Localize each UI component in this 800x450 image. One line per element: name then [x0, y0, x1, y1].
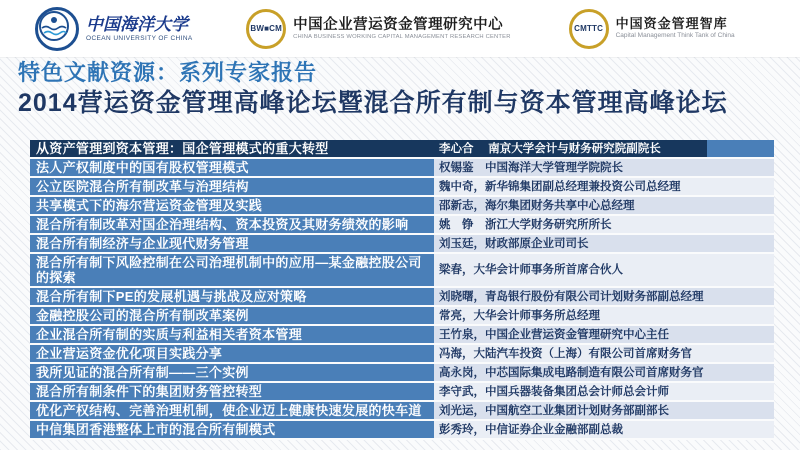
- table-row: [30, 197, 774, 216]
- spacer-cell: [707, 307, 774, 324]
- spacer-cell: [707, 288, 774, 305]
- spacer-cell: [707, 197, 774, 214]
- speaker-cell: 李守武，中国兵器装备集团总会计师总会计师: [434, 383, 707, 400]
- spacer-cell: [707, 421, 774, 438]
- report-title-cell: 混合所有制下PE的发展机遇与挑战及应对策略: [30, 288, 434, 305]
- speaker-cell: 彭秀玲，中信证券企业金融部副总裁: [434, 421, 707, 438]
- table-row: [30, 345, 774, 364]
- title-block: [18, 60, 728, 118]
- report-title-cell: 混合所有制下风险控制在公司治理机制中的应用—某金融控股公司的探索: [30, 254, 434, 286]
- speaker-cell: 刘晓曙，青岛银行股份有限公司计划财务部副总经理: [434, 288, 707, 305]
- logo-bar: [0, 0, 800, 57]
- table-row: [30, 364, 774, 383]
- table-row: [30, 402, 774, 421]
- speaker-cell: 邵新志，海尔集团财务共享中心总经理: [434, 197, 707, 214]
- speaker-cell: 梁春，大华会计师事务所首席合伙人: [434, 254, 707, 286]
- spacer-cell: [707, 364, 774, 381]
- report-title-cell: 企业营运资金优化项目实践分享: [30, 345, 434, 362]
- speaker-cell: 刘玉廷，财政部原企业司司长: [434, 235, 707, 252]
- table-row: [30, 326, 774, 345]
- bwcm-name-en: CHINA BUSINESS WORKING CAPITAL MANAGEMENT RESEARCH CENTER: [293, 33, 511, 40]
- report-title-cell: 中信集团香港整体上市的混合所有制模式: [30, 421, 434, 438]
- ouc-name-en: OCEAN UNIVERSITY OF CHINA: [86, 34, 193, 42]
- spacer-cell: [707, 326, 774, 343]
- report-title-cell: 从资产管理到资本管理：国企管理模式的重大转型: [30, 140, 434, 157]
- cmttc-name-en: Capital Management Think Tank of China: [615, 32, 735, 40]
- report-title-cell: 共享模式下的海尔营运资金管理及实践: [30, 197, 434, 214]
- spacer-cell: [707, 159, 774, 176]
- cmttc-name-cn: 中国资金管理智库: [615, 16, 728, 32]
- table-row: [30, 307, 774, 326]
- speaker-cell: 权锡鉴 中国海洋大学管理学院院长: [434, 159, 707, 176]
- report-title-cell: 法人产权制度中的国有股权管理模式: [30, 159, 434, 176]
- spacer-cell: [707, 216, 774, 233]
- report-title-cell: 金融控股公司的混合所有制改革案例: [30, 307, 434, 324]
- cmttc-logo-icon: CMTTC: [569, 9, 609, 49]
- speaker-cell: 姚 铮 浙江大学财务研究所所长: [434, 216, 707, 233]
- cmttc-logo: [569, 9, 800, 49]
- speaker-cell: 常亮，大华会计师事务所总经理: [434, 307, 707, 324]
- table-row: [30, 235, 774, 254]
- slide-subtitle: 特色文献资源：系列专家报告: [18, 60, 318, 85]
- bwcm-logo-icon: BW■CM: [246, 9, 286, 49]
- table-row: [30, 178, 774, 197]
- spacer-cell: [707, 383, 774, 400]
- spacer-cell: [707, 140, 774, 157]
- report-title-cell: 混合所有制改革对国企治理结构、资本投资及其财务绩效的影响: [30, 216, 434, 233]
- speaker-cell: 刘光运，中国航空工业集团计划财务部副部长: [434, 402, 707, 419]
- spacer-cell: [707, 254, 774, 286]
- ouc-logo: [35, 7, 218, 51]
- report-title-cell: 我所见证的混合所有制——三个实例: [30, 364, 434, 381]
- table-row: [30, 216, 774, 235]
- table-row: [30, 159, 774, 178]
- ouc-name-cn: 中国海洋大学: [86, 14, 188, 34]
- report-title-cell: 企业混合所有制的实质与利益相关者资本管理: [30, 326, 434, 343]
- report-title-cell: 混合所有制条件下的集团财务管控转型: [30, 383, 434, 400]
- table-row: [30, 288, 774, 307]
- report-title-cell: 公立医院混合所有制改革与治理结构: [30, 178, 434, 195]
- slide-title: 2014营运资金管理高峰论坛暨混合所有制与资本管理高峰论坛: [18, 89, 728, 118]
- speaker-cell: 冯海，大陆汽车投资（上海）有限公司首席财务官: [434, 345, 707, 362]
- spacer-cell: [707, 402, 774, 419]
- table-row: [30, 140, 774, 159]
- spacer-cell: [707, 235, 774, 252]
- table-row: [30, 421, 774, 440]
- report-table: [30, 140, 774, 440]
- speaker-cell: 李心合 南京大学会计与财务研究院副院长: [434, 140, 707, 157]
- spacer-cell: [707, 178, 774, 195]
- speaker-cell: 王竹泉，中国企业营运资金管理研究中心主任: [434, 326, 707, 343]
- bwcm-logo: [246, 9, 510, 49]
- speaker-cell: 高永岗，中芯国际集成电路制造有限公司首席财务官: [434, 364, 707, 381]
- ouc-emblem-icon: [35, 7, 79, 51]
- speaker-cell: 魏中奇，新华锦集团副总经理兼投资公司总经理: [434, 178, 707, 195]
- report-title-cell: 混合所有制经济与企业现代财务管理: [30, 235, 434, 252]
- bwcm-name-cn: 中国企业营运资金管理研究中心: [293, 16, 504, 33]
- table-row: [30, 383, 774, 402]
- spacer-cell: [707, 345, 774, 362]
- report-title-cell: 优化产权结构、完善治理机制，使企业迈上健康快速发展的快车道: [30, 402, 434, 419]
- table-row: [30, 254, 774, 288]
